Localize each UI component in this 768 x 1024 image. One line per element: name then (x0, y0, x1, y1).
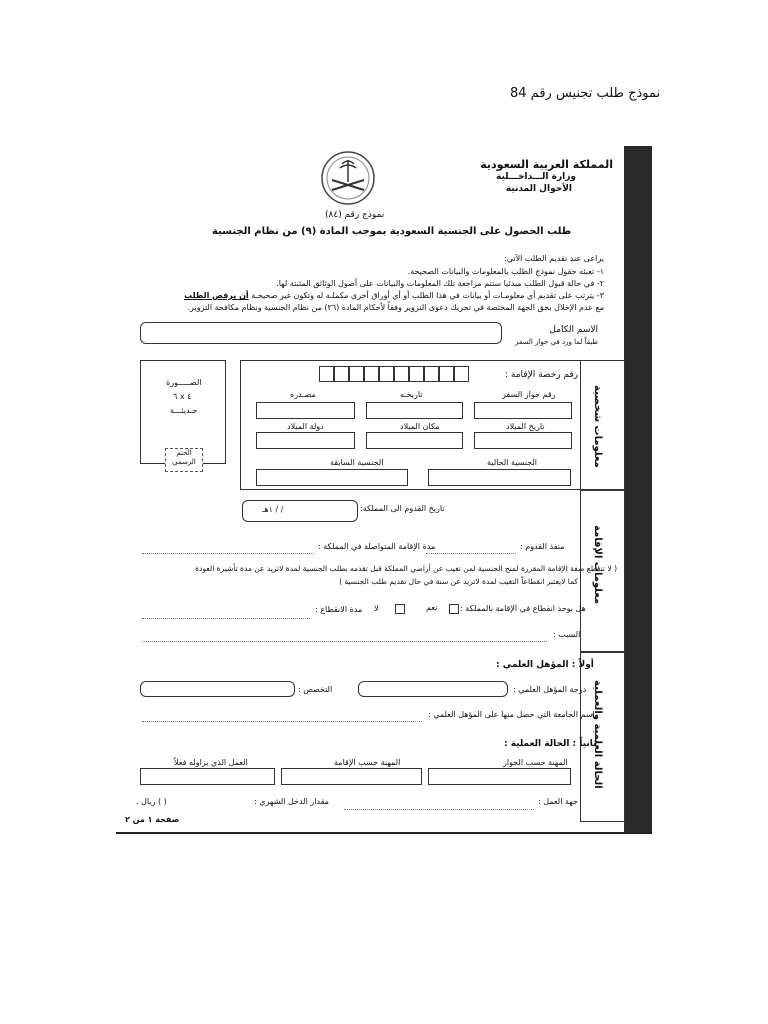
permit-digit-box[interactable] (334, 366, 349, 382)
instruction-3-text: ٣- يترتب على تقديم أي معلومـات أو بيانات في هذا الطلب أو أي أوراق أخرى مكملـه له وتكون غير صحيحـة (251, 291, 604, 300)
photo-label: الصـــــورة (166, 378, 202, 387)
photo-size: ٤ x ٦ (173, 392, 192, 401)
specialty-field[interactable] (140, 681, 295, 697)
photo-recent: حـديثـــة (170, 406, 198, 415)
current-nationality-field[interactable] (428, 469, 571, 486)
full-name-hint: طبقاً لما ورد في جواز السفر (515, 338, 598, 346)
job-passport-label: المهنة حسب الجواز (503, 758, 568, 767)
birth-date-field[interactable] (474, 432, 572, 449)
residence-note-1: ( لا تنقطع صفة الإقامة المقررة لمنح الجنسية لمن تغيب عن أراضي المملكة قبل تقدمه بطلب الجنسية لمدة لاتزيد عن مدة تأشيرة العودة (195, 564, 617, 573)
scan-bottom-edge (116, 832, 652, 834)
form-number: نموذج رقم (٨٤) (325, 210, 385, 220)
permit-digit-box[interactable] (439, 366, 454, 382)
arrival-date-value: / / ١هـ (262, 505, 284, 514)
interruption-period-line[interactable] (142, 618, 310, 619)
permit-digit-box[interactable] (424, 366, 439, 382)
department-name: الأحوال المدنية (505, 184, 572, 194)
university-line[interactable] (142, 721, 422, 722)
no-checkbox[interactable] (395, 604, 405, 614)
job-residence-label: المهنة حسب الإقامة (334, 758, 401, 767)
previous-nationality-label: الجنسية السابقة (330, 458, 384, 467)
instruction-3-emphasis: أن يرفض الطلب (184, 291, 249, 300)
entry-port-line[interactable] (426, 553, 516, 554)
arrival-date-field[interactable] (242, 500, 358, 522)
birth-country-field[interactable] (256, 432, 355, 449)
actual-job-label: العمل الذي يزاوله فعلاً (174, 758, 248, 767)
yes-label: نعم (426, 603, 438, 612)
reason-label: السبب : (553, 630, 581, 639)
birth-place-field[interactable] (366, 432, 463, 449)
degree-field[interactable] (358, 681, 508, 697)
employer-label: جهة العمل : (538, 797, 578, 806)
passport-issuer-label: مصـدره (290, 390, 316, 399)
arrival-date-label: تاريخ القدوم الى المملكة: (360, 504, 445, 513)
passport-date-field[interactable] (366, 402, 463, 419)
previous-nationality-field[interactable] (256, 469, 408, 486)
income-value: ( ) ريال . (136, 797, 167, 806)
instruction-1: ١- تعبئه حقول نموذج الطلب بالمعلومات والبيانات الصحيحة. (407, 267, 604, 276)
full-name-label: الاسم الكامل (549, 325, 598, 335)
official-stamp-box: الختم الرسمي (165, 448, 203, 472)
instructions-intro: يراعى عند تقديم الطلب الآتي: (504, 254, 604, 263)
permit-digit-box[interactable] (379, 366, 394, 382)
permit-digit-box[interactable] (454, 366, 469, 382)
form-title: طلب الحصول على الجنسية السعودية بموجب المادة (٩) من نظام الجنسية (212, 226, 572, 237)
education-heading: أولاً : المؤهل العلمي : (496, 660, 594, 670)
birth-date-label: تاريخ الميلاد (506, 422, 545, 431)
permit-digit-box[interactable] (319, 366, 334, 382)
passport-issuer-field[interactable] (256, 402, 355, 419)
reason-line[interactable] (142, 641, 547, 642)
university-label: اسم الجامعة التي حصل منها على المؤهل العلمي : (428, 710, 595, 719)
permit-digit-box[interactable] (349, 366, 364, 382)
document-caption: نموذج طلب تجنيس رقم 84 (510, 86, 661, 101)
job-residence-field[interactable] (281, 768, 422, 785)
scan-edge (624, 146, 652, 834)
passport-date-label: تاريخـه (400, 390, 423, 399)
continuous-stay-label: مدة الإقامة المتواصلة في المملكة : (318, 542, 436, 551)
degree-label: درجة المؤهل العلمي : (513, 685, 587, 694)
education-section-label: الحالة العلمية والعملية (592, 680, 603, 789)
birth-place-label: مكان الميلاد (400, 422, 440, 431)
instruction-4: مع عدم الإخلال بحق الجهة المختصة في تحريك دعوى التزوير وفقاً لأحكام المادة (٢٦) من نظام الجنسية ونظام مكافحة التزوير. (187, 303, 604, 312)
permit-digit-box[interactable] (409, 366, 424, 382)
permit-digit-box[interactable] (364, 366, 379, 382)
residence-permit-label: رقم رخصة الإقامة : (505, 370, 579, 380)
saudi-emblem-logo (318, 150, 378, 206)
job-passport-field[interactable] (428, 768, 571, 785)
passport-number-label: رقم جواز السفر (502, 390, 556, 399)
current-nationality-label: الجنسية الحالية (487, 458, 538, 467)
ministry-name: وزارة الـــداخـــلية (496, 172, 576, 182)
income-label: مقدار الدخل الشهري : (254, 797, 329, 806)
yes-checkbox[interactable] (449, 604, 459, 614)
page-number: صفحة ١ من ٢ (125, 815, 180, 824)
kingdom-name: المملكة العربية السعودية (480, 158, 613, 171)
form-sheet (116, 146, 652, 836)
continuous-stay-line[interactable] (142, 553, 314, 554)
instruction-3 (184, 291, 604, 300)
personal-info-section-label: معلومات شخصية (592, 385, 603, 468)
passport-number-field[interactable] (474, 402, 572, 419)
employer-line[interactable] (344, 809, 534, 810)
residence-section-label: معلومات الإقامة (592, 525, 603, 605)
instruction-2: ٢- في حالة قبول الطلب مبدئيا ستتم مراجعة تلك المعلومات والبيانات على أصول الوثائق المثبتة لها. (276, 279, 604, 288)
full-name-field[interactable] (140, 322, 502, 344)
specialty-label: التخصص : (298, 685, 333, 694)
birth-country-label: دولة الميلاد (287, 422, 324, 431)
work-heading: ثانياً : الحالة العملية : (504, 739, 597, 749)
actual-job-field[interactable] (140, 768, 275, 785)
permit-digit-box[interactable] (394, 366, 409, 382)
interruption-period-label: مدة الانقطاع : (315, 605, 363, 614)
residence-note-2: كما لايعتبر انقطاعاً التغيب لمدة لاتزيد عن سنة في حال تقديم طلب الجنسية ) (339, 577, 578, 586)
no-label: لا (374, 604, 379, 613)
entry-port-label: منفذ القدوم : (520, 542, 565, 551)
interruption-question: هل يوجد انقطاع في الإقامة بالمملكة : (460, 604, 586, 613)
